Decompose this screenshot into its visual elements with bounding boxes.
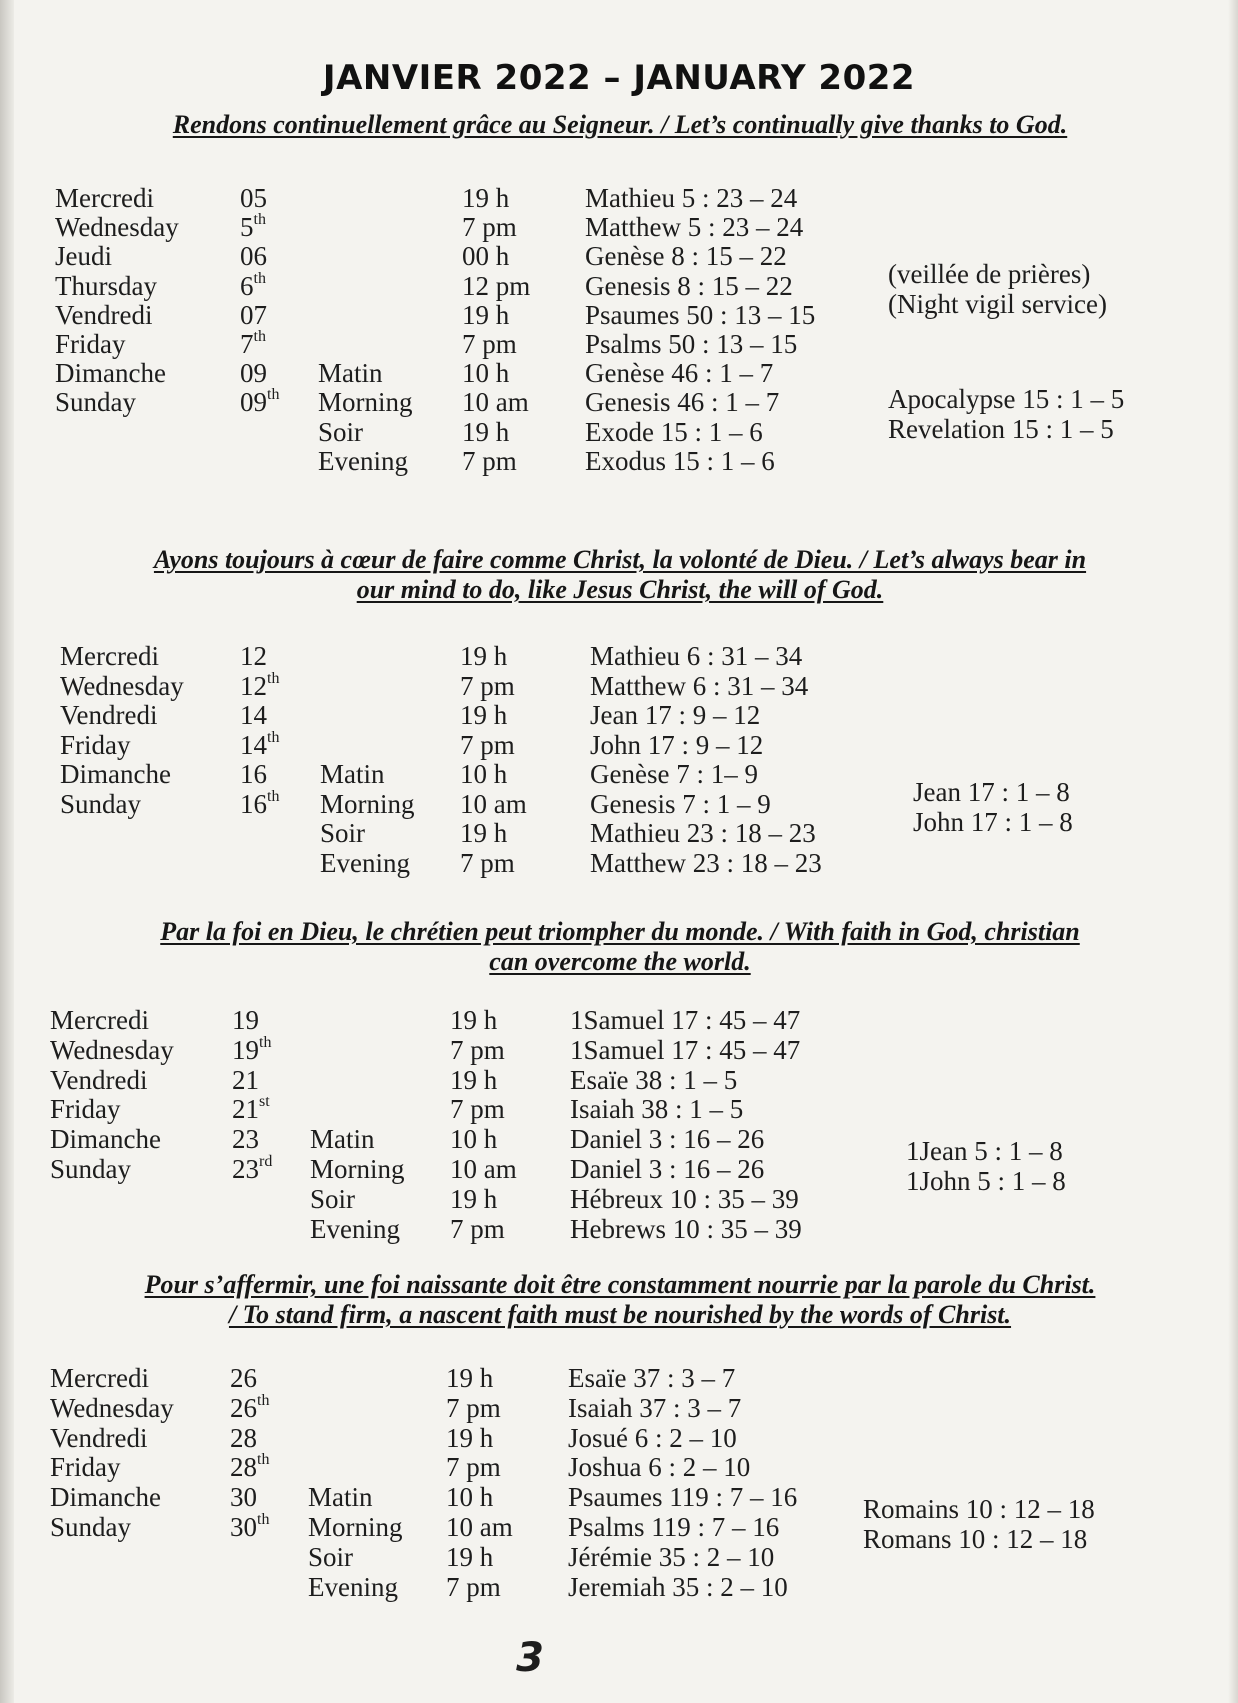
date-ordinal-suffix: th xyxy=(267,787,280,805)
bible-reading: Hebrews 10 : 35 – 39 xyxy=(570,1213,802,1244)
service-time: 10 h xyxy=(446,1482,494,1513)
schedule-row xyxy=(0,847,1238,879)
date-number xyxy=(240,182,267,214)
side-note-line: (Night vigil service) xyxy=(888,289,1107,319)
date-value: 16 xyxy=(240,788,267,819)
date-value: 23 xyxy=(232,1124,259,1155)
day-name: Mercredi xyxy=(60,641,159,671)
date-ordinal-suffix: th xyxy=(253,211,266,229)
date-value: 12 xyxy=(240,670,267,701)
bible-reading: Genesis 46 : 1 – 7 xyxy=(585,387,780,418)
bible-reading: Psaumes 119 : 7 – 16 xyxy=(568,1482,798,1513)
side-note-line: Jean 17 : 1 – 8 xyxy=(913,777,1070,807)
service-period: Morning xyxy=(308,1512,403,1542)
date-ordinal-suffix: rd xyxy=(259,1153,273,1170)
date-ordinal-suffix: th xyxy=(257,1451,270,1469)
bible-reading: Jérémie 35 : 2 – 10 xyxy=(568,1541,775,1572)
day-name: Wednesday xyxy=(50,1034,174,1065)
section-motto-line: Par la foi en Dieu, le chrétien peut triompher du monde. / With faith in God, christian xyxy=(160,917,1080,946)
bible-reading: Genesis 8 : 15 – 22 xyxy=(585,270,793,301)
date-value: 06 xyxy=(240,241,267,272)
day-name: Wednesday xyxy=(60,670,184,701)
day-name: Mercredi xyxy=(50,1005,149,1035)
day-name: Friday xyxy=(50,1094,121,1125)
service-period: Evening xyxy=(308,1571,398,1602)
side-note-line: (veillée de prières) xyxy=(888,259,1091,289)
side-note-line: John 17 : 1 – 8 xyxy=(913,807,1073,837)
service-period: Soir xyxy=(318,416,364,447)
date-value: 19 xyxy=(232,1005,259,1035)
day-name: Dimanche xyxy=(50,1124,161,1155)
service-time: 19 h xyxy=(446,1541,494,1572)
service-period: Matin xyxy=(318,358,383,389)
date-value: 09 xyxy=(240,387,267,418)
service-time: 19 h xyxy=(460,818,508,848)
bible-reading: Genèse 8 : 15 – 22 xyxy=(585,241,787,272)
bible-reading: Genèse 46 : 1 – 7 xyxy=(585,358,774,389)
day-name: Sunday xyxy=(50,1154,131,1184)
bible-reading: Daniel 3 : 16 – 26 xyxy=(570,1154,765,1184)
date-ordinal-suffix: th xyxy=(257,1391,270,1409)
date-ordinal-suffix: th xyxy=(257,1511,270,1528)
service-period: Evening xyxy=(310,1213,400,1244)
date-number xyxy=(232,1093,270,1125)
service-period: Soir xyxy=(320,818,366,848)
date-number xyxy=(240,729,279,761)
side-note-line: Apocalypse 15 : 1 – 5 xyxy=(888,384,1125,414)
service-time: 19 h xyxy=(460,700,508,730)
service-time: 00 h xyxy=(462,241,510,272)
service-time: 19 h xyxy=(446,1363,494,1393)
bible-reading: John 17 : 9 – 12 xyxy=(590,729,764,760)
page-number: 3 xyxy=(516,1635,544,1681)
day-name: Vendredi xyxy=(55,299,153,330)
date-value: 09 xyxy=(240,358,267,389)
date-value: 21 xyxy=(232,1064,259,1095)
service-time: 10 am xyxy=(450,1154,517,1184)
service-time: 7 pm xyxy=(462,212,517,243)
day-name: Mercredi xyxy=(55,183,154,213)
side-note-line: Revelation 15 : 1 – 5 xyxy=(888,414,1114,444)
service-time: 7 pm xyxy=(460,729,515,760)
service-time: 12 pm xyxy=(462,270,531,301)
schedule-row xyxy=(0,1093,1238,1125)
date-ordinal-suffix: th xyxy=(253,328,266,345)
service-period: Soir xyxy=(308,1541,354,1572)
service-time: 10 h xyxy=(462,358,510,389)
schedule-row xyxy=(0,211,1238,243)
day-name: Sunday xyxy=(50,1512,131,1542)
date-ordinal-suffix: th xyxy=(267,669,280,687)
bible-reading: Mathieu 23 : 18 – 23 xyxy=(590,818,816,848)
schedule-row xyxy=(0,729,1238,761)
schedule-row xyxy=(0,1004,1238,1036)
day-name: Dimanche xyxy=(60,759,171,789)
date-number xyxy=(230,1451,269,1483)
service-period: Matin xyxy=(320,759,385,789)
day-name: Vendredi xyxy=(60,700,158,730)
date-value: 12 xyxy=(240,641,267,671)
date-number xyxy=(240,299,267,331)
day-name: Sunday xyxy=(55,387,136,418)
schedule-row xyxy=(0,1213,1238,1245)
day-name: Mercredi xyxy=(50,1363,149,1393)
day-name: Friday xyxy=(55,329,126,359)
service-time: 19 h xyxy=(446,1422,494,1453)
service-time: 19 h xyxy=(462,299,510,330)
service-time: 10 am xyxy=(460,788,527,819)
side-note-line: Romains 10 : 12 – 18 xyxy=(863,1494,1095,1524)
service-time: 7 pm xyxy=(462,445,517,476)
service-period: Morning xyxy=(318,387,413,418)
service-time: 7 pm xyxy=(460,670,515,701)
service-time: 19 h xyxy=(460,641,508,671)
schedule-row xyxy=(0,328,1238,360)
date-number xyxy=(240,357,267,389)
service-time: 19 h xyxy=(450,1005,498,1035)
schedule-row xyxy=(0,1571,1238,1603)
date-value: 16 xyxy=(240,759,267,789)
date-ordinal-suffix: th xyxy=(267,386,280,404)
date-ordinal-suffix: th xyxy=(253,269,266,287)
date-number xyxy=(232,1034,271,1066)
date-value: 21 xyxy=(232,1094,259,1125)
date-value: 26 xyxy=(230,1392,257,1423)
bible-reading: Exode 15 : 1 – 6 xyxy=(585,416,763,447)
bible-reading: Hébreux 10 : 35 – 39 xyxy=(570,1183,799,1214)
side-note-line: 1Jean 5 : 1 – 8 xyxy=(906,1136,1063,1166)
date-ordinal-suffix: th xyxy=(267,728,280,746)
date-value: 28 xyxy=(230,1452,257,1483)
service-period: Morning xyxy=(320,788,415,819)
schedule-row xyxy=(0,1422,1238,1454)
date-value: 05 xyxy=(240,183,267,213)
side-note-line: Romans 10 : 12 – 18 xyxy=(863,1524,1088,1554)
date-number xyxy=(240,211,266,243)
day-name: Wednesday xyxy=(50,1392,174,1423)
schedule-row xyxy=(0,670,1238,702)
day-name: Friday xyxy=(50,1452,121,1483)
page-title: JANVIER 2022 – JANUARY 2022 xyxy=(322,58,916,98)
bible-reading: Exodus 15 : 1 – 6 xyxy=(585,445,775,476)
service-time: 7 pm xyxy=(460,847,515,878)
service-period: Matin xyxy=(310,1124,375,1155)
service-time: 7 pm xyxy=(446,1392,501,1423)
date-value: 28 xyxy=(230,1422,257,1453)
service-period: Evening xyxy=(320,847,410,878)
section-motto-line: Pour s’affermir, une foi naissante doit être constamment nourrie par la parole du Christ. xyxy=(144,1270,1096,1299)
day-name: Jeudi xyxy=(55,241,112,272)
service-time: 10 h xyxy=(450,1124,498,1155)
bible-reading: 1Samuel 17 : 45 – 47 xyxy=(570,1005,801,1035)
service-time: 7 pm xyxy=(450,1094,505,1125)
schedule-row xyxy=(0,699,1238,731)
date-number xyxy=(230,1422,257,1454)
date-ordinal-suffix: st xyxy=(259,1093,270,1111)
bible-reading: Isaiah 37 : 3 – 7 xyxy=(568,1392,742,1423)
bible-reading: Daniel 3 : 16 – 26 xyxy=(570,1124,765,1155)
date-value: 07 xyxy=(240,299,267,330)
bible-reading: Mathieu 6 : 31 – 34 xyxy=(590,641,803,671)
date-number xyxy=(232,1153,272,1185)
date-number xyxy=(230,1511,269,1543)
date-value: 14 xyxy=(240,700,267,730)
service-time: 7 pm xyxy=(446,1452,501,1483)
bible-reading: Genesis 7 : 1 – 9 xyxy=(590,788,771,819)
schedule-row xyxy=(0,1451,1238,1483)
section-motto-line: / To stand firm, a nascent faith must be nourished by the words of Christ. xyxy=(228,1300,1012,1329)
date-value: 6 xyxy=(240,270,254,301)
date-value: 5 xyxy=(240,212,254,243)
date-number xyxy=(240,788,279,820)
date-value: 23 xyxy=(232,1154,259,1184)
day-name: Thursday xyxy=(55,270,157,301)
bible-reading: Mathieu 5 : 23 – 24 xyxy=(585,183,798,213)
bible-reading: Joshua 6 : 2 – 10 xyxy=(568,1452,751,1483)
bible-reading: Isaiah 38 : 1 – 5 xyxy=(570,1094,744,1125)
bible-reading: Jean 17 : 9 – 12 xyxy=(590,700,761,730)
side-note-line: 1John 5 : 1 – 8 xyxy=(906,1166,1066,1196)
bible-reading: Psalms 119 : 7 – 16 xyxy=(568,1512,780,1542)
bible-reading: 1Samuel 17 : 45 – 47 xyxy=(570,1034,801,1065)
date-number xyxy=(240,328,266,360)
schedule-row xyxy=(0,182,1238,214)
date-number xyxy=(240,699,267,731)
service-period: Soir xyxy=(310,1183,356,1214)
service-time: 10 am xyxy=(446,1512,513,1542)
service-period: Evening xyxy=(318,445,408,476)
service-period: Morning xyxy=(310,1154,405,1184)
date-value: 19 xyxy=(232,1034,259,1065)
date-number xyxy=(230,1362,257,1394)
schedule-row xyxy=(0,445,1238,477)
schedule-row xyxy=(0,1392,1238,1424)
date-number xyxy=(232,1004,259,1036)
bible-reading: Jeremiah 35 : 2 – 10 xyxy=(568,1571,788,1602)
date-number xyxy=(230,1392,269,1424)
service-time: 19 h xyxy=(462,183,510,213)
section-motto-line: Rendons continuellement grâce au Seigneur. / Let’s continually give thanks to God. xyxy=(172,110,1068,139)
date-number xyxy=(240,640,267,672)
bible-reading: Esaïe 37 : 3 – 7 xyxy=(568,1363,736,1393)
schedule-row xyxy=(0,1362,1238,1394)
service-time: 7 pm xyxy=(446,1571,501,1602)
bible-reading: Genèse 7 : 1– 9 xyxy=(590,759,758,789)
bible-reading: Psalms 50 : 13 – 15 xyxy=(585,329,798,359)
date-number xyxy=(232,1064,259,1096)
date-value: 7 xyxy=(240,329,254,359)
service-time: 19 h xyxy=(462,416,510,447)
date-number xyxy=(240,386,279,418)
date-number xyxy=(240,270,266,302)
date-number xyxy=(232,1123,259,1155)
section-motto-line: can overcome the world. xyxy=(489,947,751,976)
day-name: Friday xyxy=(60,729,131,760)
service-time: 19 h xyxy=(450,1183,498,1214)
bible-reading: Josué 6 : 2 – 10 xyxy=(568,1422,737,1453)
schedule-row xyxy=(0,640,1238,672)
service-time: 7 pm xyxy=(462,329,517,359)
date-ordinal-suffix: th xyxy=(259,1033,272,1051)
day-name: Wednesday xyxy=(55,212,179,243)
bible-reading: Psaumes 50 : 13 – 15 xyxy=(585,299,816,330)
date-value: 14 xyxy=(240,729,267,760)
date-value: 30 xyxy=(230,1482,257,1513)
service-time: 7 pm xyxy=(450,1213,505,1244)
service-time: 19 h xyxy=(450,1064,498,1095)
date-number xyxy=(240,758,267,790)
day-name: Vendredi xyxy=(50,1064,148,1095)
day-name: Dimanche xyxy=(55,358,166,389)
date-number xyxy=(240,240,267,272)
date-value: 30 xyxy=(230,1512,257,1542)
bible-reading: Matthew 23 : 18 – 23 xyxy=(590,847,822,878)
day-name: Dimanche xyxy=(50,1482,161,1513)
schedule-row xyxy=(0,1034,1238,1066)
day-name: Vendredi xyxy=(50,1422,148,1453)
date-value: 26 xyxy=(230,1363,257,1393)
service-time: 10 h xyxy=(460,759,508,789)
section-motto-line: Ayons toujours à cœur de faire comme Christ, la volonté de Dieu. / Let’s always bear in xyxy=(153,545,1087,574)
date-number xyxy=(240,670,279,702)
section-motto-line: our mind to do, like Jesus Christ, the will of God. xyxy=(356,575,884,604)
day-name: Sunday xyxy=(60,788,141,819)
bible-reading: Matthew 5 : 23 – 24 xyxy=(585,212,804,243)
service-time: 7 pm xyxy=(450,1034,505,1065)
date-number xyxy=(230,1481,257,1513)
schedule-row xyxy=(0,1064,1238,1096)
service-time: 10 am xyxy=(462,387,529,418)
bible-reading: Esaïe 38 : 1 – 5 xyxy=(570,1064,738,1095)
service-period: Matin xyxy=(308,1482,373,1513)
bible-reading: Matthew 6 : 31 – 34 xyxy=(590,670,809,701)
